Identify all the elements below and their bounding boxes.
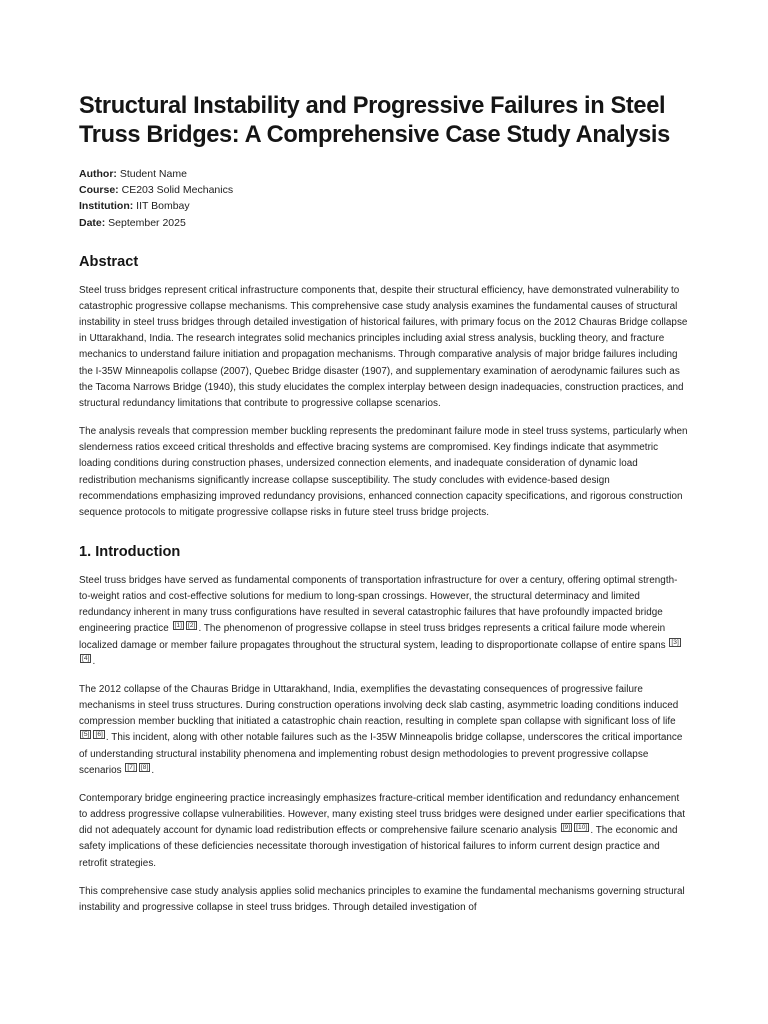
introduction-paragraph-3	[79, 791, 688, 872]
citation-link[interactable]: [10]	[576, 824, 588, 832]
intro-p2-end: .	[151, 764, 155, 776]
introduction-heading: 1. Introduction	[79, 544, 181, 560]
citation-group	[560, 824, 591, 831]
meta-course-value: CE203 Solid Mechanics	[118, 184, 234, 197]
meta-author	[79, 166, 688, 182]
citation-link[interactable]: [2]	[187, 622, 196, 630]
citation-link[interactable]: [9]	[562, 824, 571, 832]
citation-group	[79, 731, 106, 738]
introduction-paragraph-4: This comprehensive case study analysis applies solid mechanics principles to examine the fundamental mechanisms governing structural instability and progressive collapse in steel truss bridges. Through detailed investigation of	[79, 885, 685, 913]
intro-p1-text-b: . The phenomenon of progressive collapse in steel truss bridges represents a critical failure mode wherein localized damage or member failure propagates throughout the structural system, leading to disproportionate collapse of entire spans	[79, 623, 669, 651]
intro-p3-text-b: . The economic and safety implications of these deficiencies necessitate thorough investigation of historical failures to inform current design practice and retrofit strategies.	[79, 825, 678, 869]
meta-date-label: Date:	[79, 216, 106, 229]
intro-p1-text-a: Steel truss bridges have served as fundamental components of transportation infrastructure for over a century, offering optimal strength-to-weight ratios and cost-effective solutions for medium to long-span crossings. However, the structural determinacy and limited redundancy inherent in many truss configurations have resulted in several catastrophic failures that have profoundly impacted bridge engineering practice	[79, 575, 678, 635]
intro-p1-end: .	[92, 655, 96, 667]
citation-link[interactable]: [4]	[82, 654, 90, 662]
meta-author-label: Author:	[79, 168, 117, 180]
citation-link[interactable]: [3]	[671, 638, 679, 646]
abstract-heading: Abstract	[79, 253, 139, 270]
meta-institution-value: IIT Bombay	[133, 200, 190, 213]
citation-link[interactable]: [1]	[174, 622, 182, 630]
meta-date	[79, 215, 688, 231]
introduction-paragraph-2	[79, 682, 688, 779]
abstract-paragraph-1: Steel truss bridges represent critical infrastructure components that, despite their structural efficiency, have demonstrated vulnerability to catastrophic progressive collapse mechanisms. This comprehensive case study analysis examines the fundamental causes of structural instability in steel truss bridges through detailed investigation of historical failures, with primary focus on the 2012 Chauras Bridge collapse in Uttarakhand, India. The research integrates solid mechanics principles including axial stress analysis, buckling theory, and fracture mechanics to understand failure initiation and propagation mechanisms. Through comparative analysis of major bridge failures including the I-35W Minneapolis collapse (2007), Quebec Bridge disaster (1907), and supplementary examination of aerodynamic failures such as the Tacoma Narrows Bridge (1940), this study elucidates the complex interplay between design inadequacies, construction practices, and structural redundancy limitations that contribute to progressive collapse scenarios.	[79, 284, 688, 409]
intro-p2-text-b: . This incident, along with other notable failures such as the I-35W Minneapolis bridge collapse, underscores the critical importance of understanding structural instability phenomena and implementing robust design methodologies to prevent progressive collapse scenarios	[79, 732, 683, 776]
meta-date-value: September 2025	[105, 216, 186, 229]
citation-link[interactable]: [5]	[82, 731, 90, 739]
meta-institution-label: Institution:	[79, 200, 134, 213]
citation-group	[124, 764, 151, 771]
citation-link[interactable]: [8]	[140, 763, 149, 771]
meta-course	[79, 182, 688, 198]
intro-p2-text-a: The 2012 collapse of the Chauras Bridge in Uttarakhand, India, exemplifies the devastating consequences of progressive failure mechanisms in steel truss structures. During construction operations involving deck slab casting, asymmetric loading conditions induced compression member buckling that initiated a catastrophic chain reaction, resulting in complete span collapse with significant loss of life	[79, 683, 679, 728]
abstract-paragraph-2: The analysis reveals that compression member buckling represents the predominant failure mode in steel truss systems, particularly when slenderness ratios exceed critical thresholds and effective bracing systems are compromised. Key findings indicate that asymmetric loading conditions during construction phases, undersized connection elements, and inadequate consideration of dynamic load redistribution mechanisms significantly increase collapse susceptibility. The study concludes with evidence-based design recommendations emphasizing improved redundancy provisions, enhanced connection capacity specifications, and rigorous construction sequence protocols to mitigate progressive collapse risks in future steel truss bridge projects.	[79, 426, 688, 518]
meta-institution	[79, 198, 688, 214]
citation-link[interactable]: [7]	[127, 763, 135, 771]
meta-course-label: Course:	[79, 184, 119, 197]
meta-author-value: Student Name	[116, 168, 187, 180]
citation-link[interactable]: [6]	[95, 731, 103, 739]
citation-group	[172, 622, 199, 629]
intro-p3-text-a: Contemporary bridge engineering practice increasingly emphasizes fracture-critical member identification and redundancy enhancement to address progressive collapse vulnerabilities. However, many existing steel truss bridges were designed under earlier specifications that did not adequately account for dynamic load redistribution effects or comprehensive failure scenario analysis	[79, 792, 686, 837]
document-title: Structural Instability and Progressive Failures in Steel Truss Bridges: A Comprehensive Case Study Analysis	[79, 93, 670, 148]
document-meta	[79, 166, 688, 231]
introduction-paragraph-1	[79, 573, 688, 670]
